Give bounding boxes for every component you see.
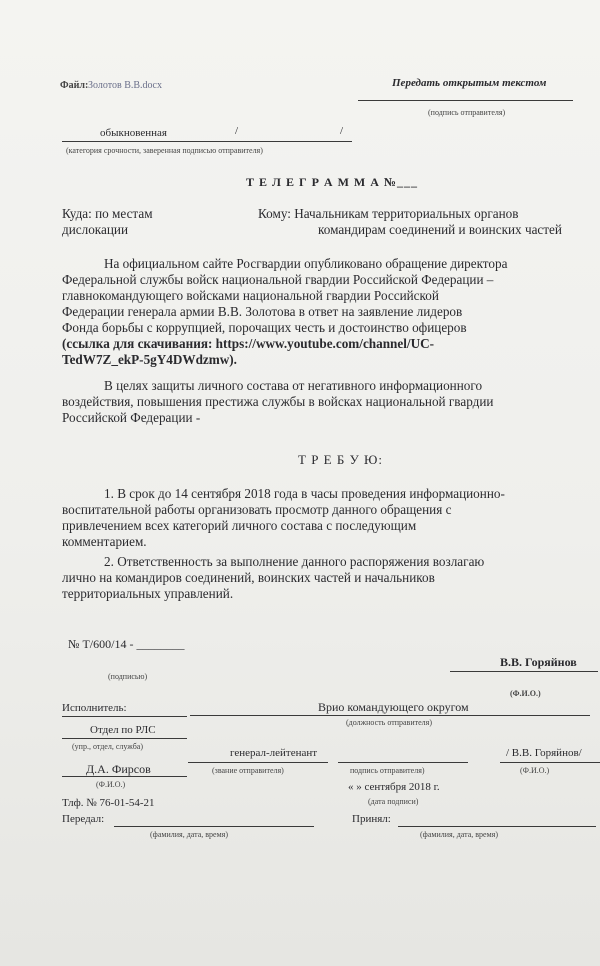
to-line-2: командирам соединений и воинских частей — [318, 222, 562, 237]
position-caption: (должность отправителя) — [346, 718, 432, 727]
urgency-line — [62, 141, 352, 142]
sender-position: Врио командующего округом — [318, 700, 469, 714]
demand-heading: Т Р Е Б У Ю: — [298, 452, 384, 467]
signatory-name: В.В. Горяйнов — [500, 655, 577, 669]
executor-name-line — [62, 776, 187, 777]
item1-line-3: привлечением всех категорий личного состава с последующим — [62, 518, 417, 533]
transferred-line — [114, 826, 314, 827]
position-line — [190, 715, 590, 716]
p1-line-7-link: TedW7Z_ekP-5gY4DWdzmw). — [62, 352, 237, 367]
p2-line-3: Российской Федерации - — [62, 410, 201, 425]
slash-1: / — [235, 125, 239, 137]
executor-fio-caption: (Ф.И.О.) — [96, 780, 126, 789]
signing-date: « » сентября 2018 г. — [348, 781, 440, 793]
file-name: Золотов В.В.docx — [88, 80, 162, 91]
sender-rank: генерал-лейтенант — [230, 747, 318, 759]
signature-caption: (подписью) — [108, 672, 148, 681]
item1-line-2: воспитательной работы организовать просмотр данного обращения с — [62, 502, 452, 517]
department-caption: (упр., отдел, служба) — [72, 742, 143, 751]
p1-line-4: Федерации генерала армии В.В. Золотова в ответ на заявление лидеров — [62, 304, 463, 319]
executor-label: Исполнитель: — [62, 702, 127, 714]
sender-fio-caption: (Ф.И.О.) — [520, 766, 550, 775]
item2-line-1: 2. Ответственность за выполнение данного распоряжения возлагаю — [104, 554, 485, 569]
executor-name: Д.А. Фирсов — [86, 762, 151, 776]
sender-name: / В.В. Горяйнов/ — [506, 747, 582, 759]
department-line — [62, 738, 187, 739]
signatory-fio-caption: (Ф.И.О.) — [510, 689, 541, 698]
document-title: Т Е Л Е Г Р А М М А №___ — [246, 175, 418, 189]
where-line-2: дислокации — [62, 222, 129, 237]
p2-line-2: воздействия, повышения престижа службы в войсках национальной гвардии — [62, 394, 494, 409]
phone-number: Тлф. № 76-01-54-21 — [62, 797, 155, 809]
to-line-1: Кому: Начальникам территориальных органов — [258, 206, 519, 221]
transferred-caption: (фамилия, дата, время) — [150, 830, 228, 839]
sender-sign-caption-2: подпись отправителя) — [350, 766, 425, 775]
signing-date-caption: (дата подписи) — [368, 797, 419, 806]
urgency-caption: (категория срочности, заверенная подписью отправителя) — [66, 146, 263, 155]
transferred-label: Передал: — [62, 813, 105, 825]
slash-2: / — [340, 125, 344, 137]
rank-line — [188, 762, 328, 763]
p1-line-1: На официальном сайте Росгвардии опубликовано обращение директора — [104, 256, 508, 271]
urgency-category: обыкновенная — [100, 127, 167, 139]
item1-line-1: 1. В срок до 14 сентября 2018 года в часы проведения информационно- — [104, 486, 505, 501]
p2-line-1: В целях защиты личного состава от негативного информационного — [104, 378, 483, 393]
received-label: Принял: — [352, 813, 391, 825]
sender-sign-line — [358, 100, 573, 101]
item1-line-4: комментарием. — [62, 534, 147, 549]
p1-line-2: Федеральной службы войск национальной гвардии Российской Федерации – — [62, 272, 494, 287]
sender-sign-line-2 — [338, 762, 468, 763]
executor-label-line — [62, 716, 187, 717]
received-caption: (фамилия, дата, время) — [420, 830, 498, 839]
sender-name-line — [500, 762, 600, 763]
signatory-line — [450, 671, 598, 672]
p1-line-5: Фонда борьбы с коррупцией, порочащих честь и достоинство офицеров — [62, 320, 467, 335]
sender-sign-caption: (подпись отправителя) — [428, 108, 506, 117]
telegram-number: № Т/600/14 - ________ — [68, 637, 185, 651]
transmit-open-text: Передать открытым текстом — [392, 77, 547, 89]
received-line — [398, 826, 596, 827]
where-line-1: Куда: по местам — [62, 206, 153, 221]
rank-caption: (звание отправителя) — [212, 766, 284, 775]
department: Отдел по РЛС — [90, 724, 156, 736]
p1-line-3: главнокомандующего войсками национальной гвардии Российской — [62, 288, 439, 303]
p1-line-6-link: (ссылка для скачивания: https://www.youtube.com/channel/UC- — [62, 336, 435, 351]
item2-line-3: территориальных управлений. — [62, 586, 234, 601]
item2-line-2: лично на командиров соединений, воинских частей и начальников — [62, 570, 435, 585]
file-label: Файл: — [60, 80, 89, 91]
